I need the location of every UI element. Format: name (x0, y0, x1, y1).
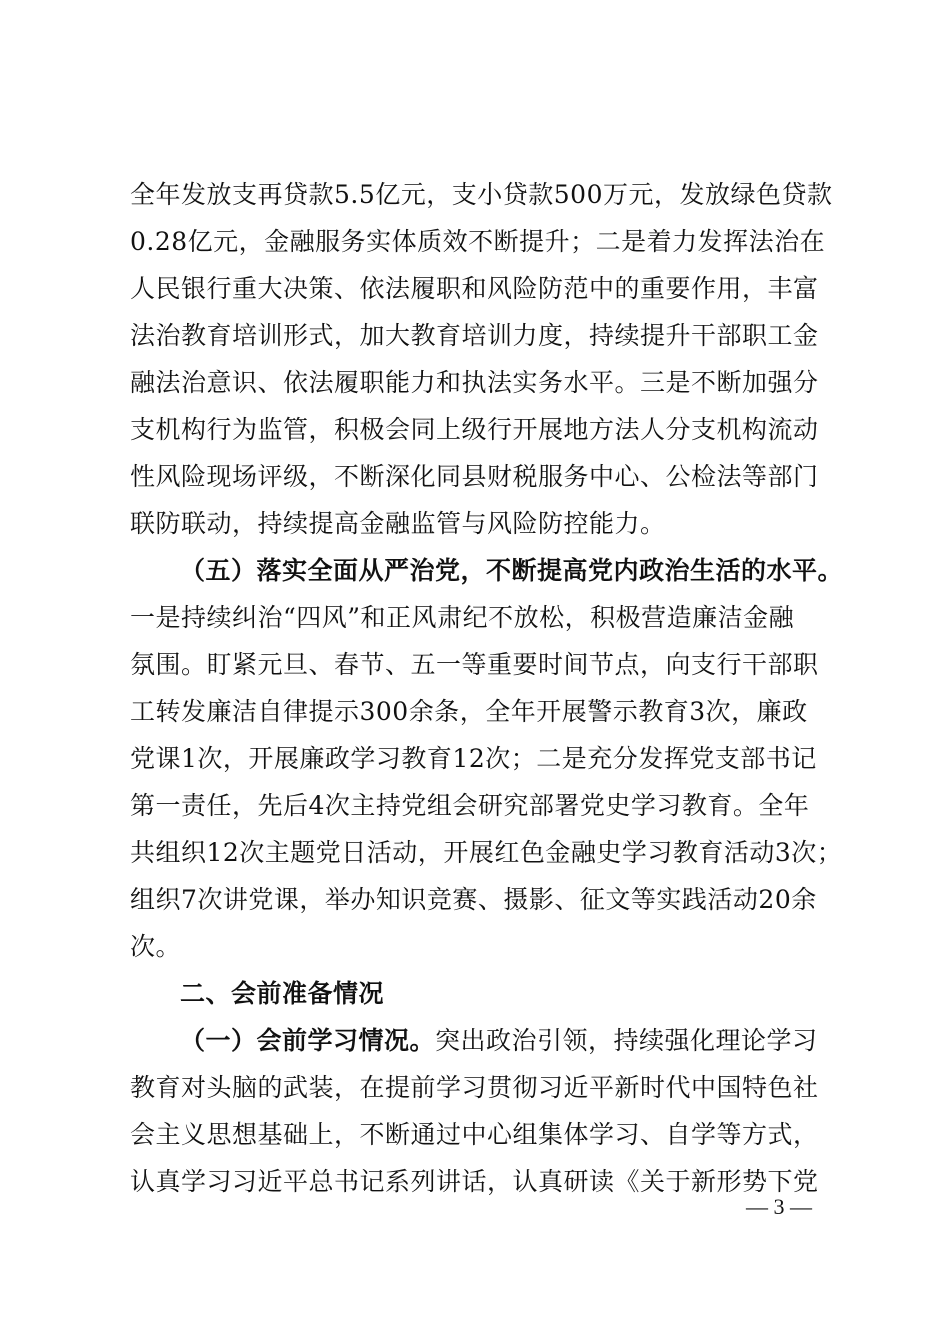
paragraph-line: 次。 (130, 932, 182, 961)
paragraph-line: 氛围。盯紧元旦、春节、五一等重要时间节点，向支行干部职 (130, 650, 819, 679)
paragraph-line: 支机构行为监管，积极会同上级行开展地方法人分支机构流动 (130, 415, 819, 444)
section-heading: （五）落实全面从严治党，不断提高党内政治生活的水平。 (180, 556, 844, 585)
paragraph-line: 会主义思想基础上，不断通过中心组集体学习、自学等方式， (130, 1120, 819, 1149)
paragraph-line: 共组织12次主题党日活动，开展红色金融史学习教育活动3次； (130, 838, 843, 867)
paragraph-line: 0.28亿元，金融服务实体质效不断提升；二是着力发挥法治在 (130, 227, 826, 256)
paragraph-line: 人民银行重大决策、依法履职和风险防范中的重要作用，丰富 (130, 274, 819, 303)
section-heading: 二、会前准备情况 (180, 979, 385, 1008)
page-number: — 3 — (746, 1194, 812, 1219)
subsection-heading: （一）会前学习情况。 (180, 1026, 436, 1055)
paragraph-line: 认真学习习近平总书记系列讲话，认真研读《关于新形势下党 (130, 1167, 819, 1196)
paragraph-line: 联防联动，持续提高金融监管与风险防控能力。 (130, 509, 666, 538)
paragraph-line: 第一责任，先后4次主持党组会研究部署党史学习教育。全年 (130, 791, 810, 820)
paragraph-line: 组织7次讲党课，举办知识竞赛、摄影、征文等实践活动20余 (130, 885, 817, 914)
paragraph-line: 一是持续纠治“四风”和正风肃纪不放松，积极营造廉洁金融 (130, 603, 795, 632)
paragraph-line: 工转发廉洁自律提示300余条，全年开展警示教育3次，廉政 (130, 697, 808, 726)
paragraph-line: 教育对头脑的武装，在提前学习贯彻习近平新时代中国特色社 (130, 1073, 819, 1102)
paragraph-line: 党课1次，开展廉政学习教育12次；二是充分发挥党支部书记 (130, 744, 817, 773)
paragraph-line: 性风险现场评级，不断深化同县财税服务中心、公检法等部门 (130, 462, 819, 491)
paragraph-line: 全年发放支再贷款5.5亿元，支小贷款500万元，发放绿色贷款 (130, 180, 833, 209)
paragraph-line: 法治教育培训形式，加大教育培训力度，持续提升干部职工金 (130, 321, 819, 350)
paragraph-line: 融法治意识、依法履职能力和执法实务水平。三是不断加强分 (130, 368, 819, 397)
subsection-text: 突出政治引领，持续强化理论学习 (435, 1026, 818, 1055)
subsection-first-line (180, 1026, 830, 1056)
